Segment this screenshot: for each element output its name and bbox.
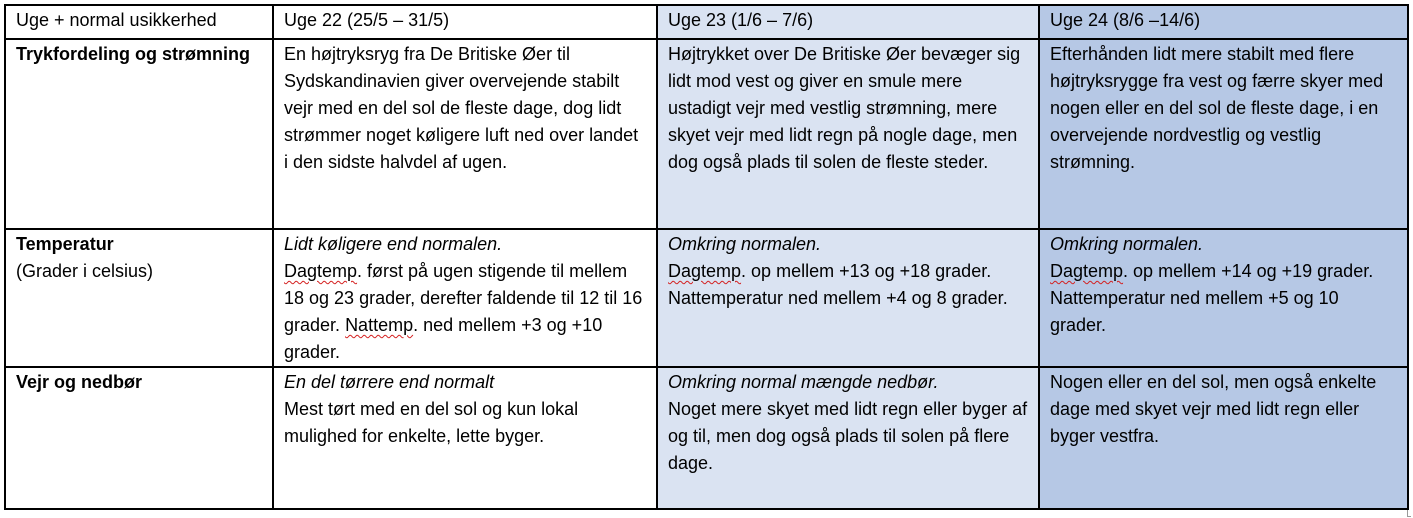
row-label: Temperatur — [16, 234, 114, 254]
cell-body — [284, 258, 647, 366]
cell-body — [668, 258, 1029, 285]
cell-body — [1050, 258, 1398, 285]
row-sublabel: (Grader i celsius) — [16, 261, 154, 281]
cell-temperature-week-24 — [1039, 229, 1408, 367]
table-resize-handle[interactable] — [1407, 510, 1411, 517]
spellcheck-word: Dagtemp — [668, 261, 742, 281]
cell-text: . op mellem +13 og +18 grader. — [741, 261, 992, 281]
header-category: Uge + normal usikkerhed — [5, 5, 273, 39]
row-label: Vejr og nedbør — [16, 372, 143, 392]
cell-text: Efterhånden lidt mere stabilt med flere højtryksrygge fra vest og færre skyer med nogen eller en del sol de fleste dage, i en overvejende nordvestlig og vestlig strømning. — [1050, 44, 1384, 172]
cell-summary: Omkring normalen. — [1050, 234, 1204, 254]
spellcheck-word: Dagtemp — [284, 261, 358, 281]
cell-text: Nogen eller en del sol, men også enkelte dage med skyet vejr med lidt regn eller byger vestfra. — [1050, 372, 1377, 446]
row-label-cell — [5, 229, 273, 367]
spellcheck-word: Nattemp — [345, 315, 414, 335]
cell-summary: En del tørrere end normalt — [284, 372, 495, 392]
row-label: Trykfordeling og strømning — [16, 44, 251, 64]
cell-temperature-week-23 — [657, 229, 1039, 367]
table-row-pressure — [5, 39, 1408, 229]
header-week-23: Uge 23 (1/6 – 7/6) — [657, 5, 1039, 39]
header-week-24: Uge 24 (8/6 –14/6) — [1039, 5, 1408, 39]
row-label-cell — [5, 367, 273, 509]
cell-summary: Lidt køligere end normalen. — [284, 234, 503, 254]
spellcheck-word: Dagtemp — [1050, 261, 1124, 281]
cell-weather-week-24 — [1039, 367, 1408, 509]
forecast-table — [4, 4, 1409, 510]
cell-text: Noget mere skyet med lidt regn eller byger af og til, men dog også plads til solen på flere dage. — [668, 399, 1028, 473]
header-week-22: Uge 22 (25/5 – 31/5) — [273, 5, 657, 39]
cell-text: Højtrykket over De Britiske Øer bevæger sig lidt mod vest og giver en smule mere ustadigt vejr med vestlig strømning, mere skyet vejr med lidt regn på nogle dage, men dog også plads til solen de fleste steder. — [668, 44, 1021, 172]
table-row-temperature — [5, 229, 1408, 367]
cell-text: . ned mellem +3 og +10 grader. — [284, 315, 603, 362]
cell-text: En højtryksryg fra De Britiske Øer til Sydskandinavien giver overvejende stabilt vejr med en del sol de fleste dage, dog lidt strømmer noget køligere luft ned over landet i den sidste halvdel af ugen. — [284, 44, 639, 172]
header-row — [5, 5, 1408, 39]
cell-text: . op mellem +14 og +19 grader. — [1123, 261, 1374, 281]
cell-weather-week-22 — [273, 367, 657, 509]
table-row-weather — [5, 367, 1408, 509]
cell-text-night: Nattemperatur ned mellem +5 og 10 grader. — [1050, 288, 1339, 335]
cell-temperature-week-22 — [273, 229, 657, 367]
cell-pressure-week-24 — [1039, 39, 1408, 229]
cell-pressure-week-22 — [273, 39, 657, 229]
cell-pressure-week-23 — [657, 39, 1039, 229]
cell-text-night: Nattemperatur ned mellem +4 og 8 grader. — [668, 288, 1008, 308]
cell-summary: Omkring normalen. — [668, 234, 822, 254]
cell-text: . først på ugen stigende til mellem 18 og 23 grader, derefter faldende til 12 til 16 grader. — [284, 261, 643, 335]
row-label-cell — [5, 39, 273, 229]
cell-summary: Omkring normal mængde nedbør. — [668, 372, 939, 392]
cell-weather-week-23 — [657, 367, 1039, 509]
cell-text: Mest tørt med en del sol og kun lokal mulighed for enkelte, lette byger. — [284, 399, 579, 446]
